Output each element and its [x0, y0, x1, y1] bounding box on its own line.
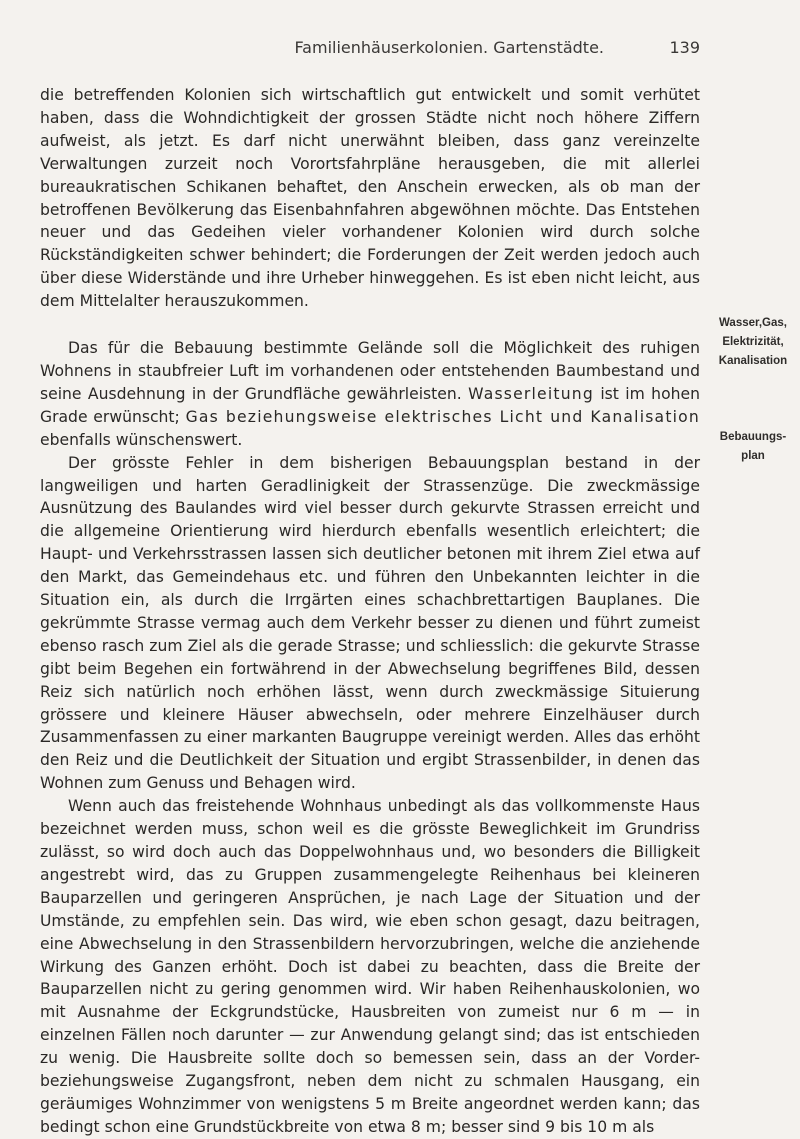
paragraph: Das für die Bebauung bestimmte Gelände soll die Möglichkeit des ruhigen Wohnens in staubfreier Luft im vorhandenen oder entstehenden Baumbestand und seine Ausdehnung in der Grundfläche gewährleisten. Wasserleitung ist im hohen Grade erwünscht; Gas beziehungsweise elektrisches Licht und Kanalisation ebenfalls wünschenswert.	[40, 339, 700, 449]
running-head	[40, 38, 700, 57]
page-number: 139	[669, 38, 700, 57]
paragraph: Wenn auch das freistehende Wohnhaus unbedingt als das vollkommenste Haus bezeichnet werden muss, schon weil es die grösste Beweglichkeit im Grundriss zulässt, so wird doch auch das Doppelwohnhaus und, wo besonders die Billigkeit angestrebt wird, das zu Gruppen zusammengelegte Reihenhaus bei kleineren Bauparzellen und geringeren Ansprüchen, je nach Lage der Situation und der Umstände, zu empfehlen sein. Das wird, wie eben schon gesagt, dazu beitragen, eine Abwechselung in den Strassenbildern hervorzubringen, welche die anziehende Wirkung des Ganzen erhöht. Doch ist dabei zu beachten, dass die Breite der Bauparzellen nicht zu gering genommen wird. Wir haben Reihenhauskolonien, wo mit Ausnahme der Eckgrundstücke, Hausbreiten von zumeist nur 6 m — in einzelnen Fällen noch darunter — zur Anwendung gelangt sind; das ist entschieden zu wenig. Die Hausbreite sollte doch so bemessen sein, dass an der Vorder- beziehungsweise Zugangsfront, neben dem nicht zu schmalen Hausgang, ein geräumiges Wohnzimmer von wenigstens 5 m Breite angeordnet werden kann; das bedingt schon eine Grundstückbreite von etwa 8 m; besser sind 9 bis 10 m als	[40, 797, 700, 1136]
paragraph: Der grösste Fehler in dem bisherigen Bebauungsplan bestand in der langweiligen und harten Geradlinigkeit der Strassenzüge. Die zweckmässige Ausnützung des Baulandes wird viel besser durch gekurvte Strassen erreicht und die allgemeine Orientierung wird hierdurch ebenfalls wesentlich erleichtert; die Haupt- und Verkehrsstrassen lassen sich deutlicher betonen mit ihrem Ziel etwa auf den Markt, das Gemeindehaus etc. und führen den Unbekannten leichter in die Situation ein, als durch die Irrgärten eines schachbrettartigen Bauplanes. Die gekrümmte Strasse vermag auch dem Verkehr besser zu dienen und führt zumeist ebenso rasch zum Ziel als die gerade Strasse; und schliesslich: die gekurvte Strasse gibt beim Begehen ein fortwährend in der Abwechselung begriffenes Bild, dessen Reiz sich natürlich noch erhöhen lässt, wenn durch zweckmässige Situierung grössere und kleinere Häuser abwechseln, oder mehrere Einzelhäuser durch Zusammenfassen zu einer markanten Baugruppe vereinigt werden. Alles das erhöht den Reiz und die Deutlichkeit der Situation und ergibt Strassenbilder, in denen das Wohnen zum Genuss und Behagen wird.	[40, 453, 700, 793]
marginal-note-utilities: Wasser,Gas, Elektrizität, Kanalisation	[718, 317, 788, 367]
emphasis-gas-licht-kanalisation: Gas beziehungsweise elektrisches Licht und Kanalisation	[185, 407, 700, 426]
running-title: Familienhäuserkolonien. Gartenstädte.	[294, 38, 604, 57]
paragraph: die betreffenden Kolonien sich wirtschaftlich gut entwickelt und somit verhütet haben, dass die Wohndichtigkeit der grossen Städte nicht noch höhere Ziffern aufweist, als jetzt. Es darf nicht unerwähnt bleiben, dass ganz vereinzelte Verwaltungen zurzeit noch Vorortsfahrpläne herausgeben, die mit allerlei bureaukratischen Schikanen behaftet, den Anschein erwecken, als ob man der betroffenen Bevölkerung das Eisenbahnfahren abgewöhnen möchte. Das Entstehen neuer und das Gedeihen vieler vorhandener Kolonien wird durch solche Rückständigkeiten schwer behindert; die Forderungen der Zeit werden jedoch auch über diese Widerstände und ihre Urheber hinweggehen. Es ist eben nicht leicht, aus dem Mittelalter herauszukommen.	[40, 86, 700, 311]
body-text	[40, 84, 700, 1139]
marginal-note-bebauungsplan: Bebauungs- plan	[719, 431, 787, 462]
emphasis-wasserleitung: Wasserleitung	[468, 384, 594, 403]
